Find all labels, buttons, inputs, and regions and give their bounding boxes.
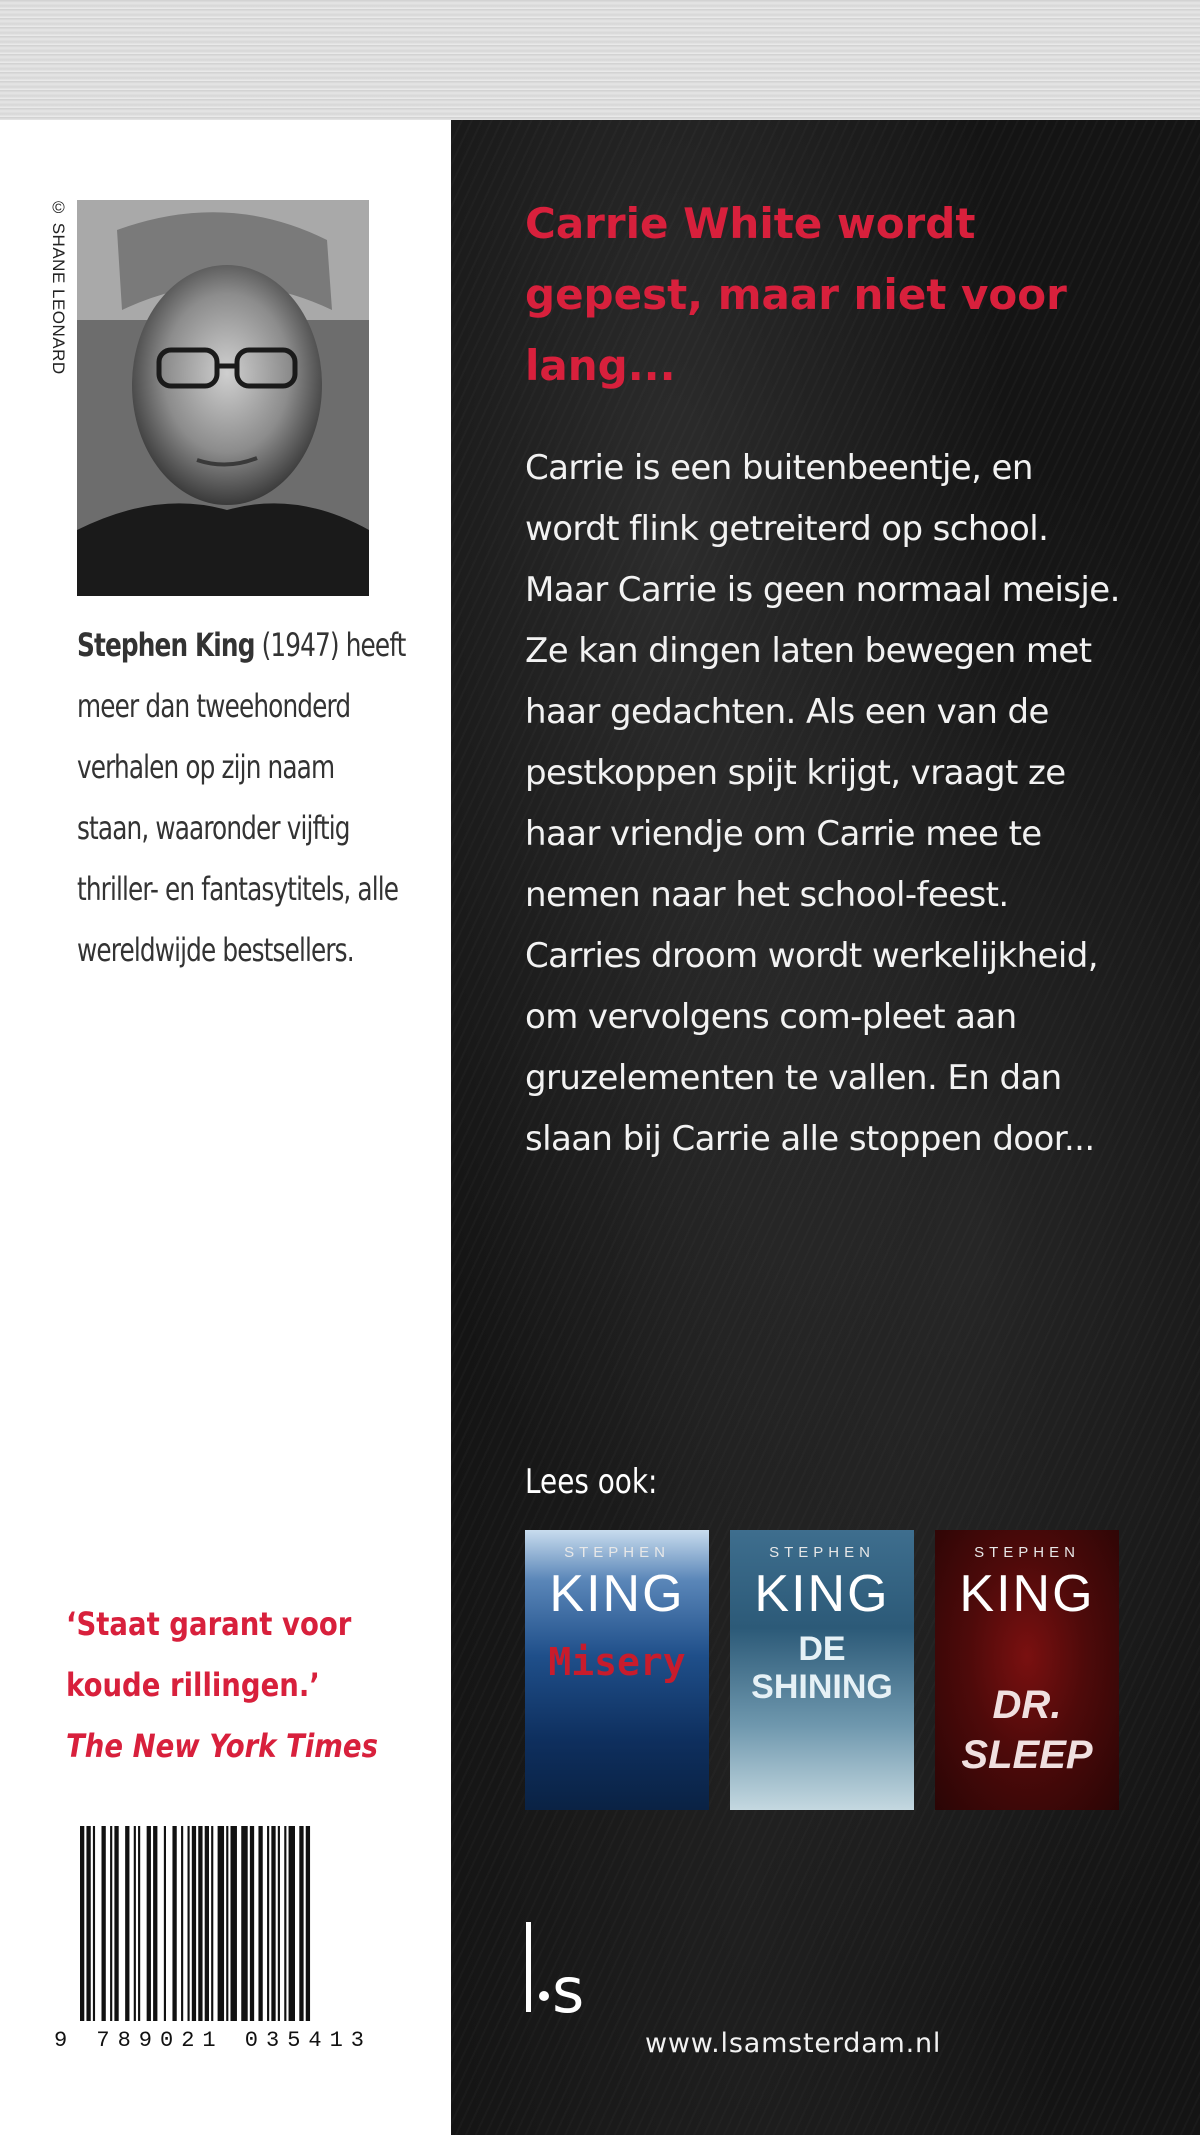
barcode-bar <box>226 1826 228 2021</box>
top-metallic-band <box>0 0 1200 120</box>
barcode-bar <box>258 1826 262 2021</box>
quote-source: The New York Times <box>66 1727 378 1765</box>
barcode-bar <box>198 1826 202 2021</box>
barcode-bar <box>147 1826 151 2021</box>
barcode-bar <box>267 1826 269 2021</box>
back-cover-blurb <box>525 438 1125 1170</box>
barcode-bar <box>278 1826 280 2021</box>
cover-author: STEPHEN <box>769 1544 875 1561</box>
barcode-bar <box>172 1826 176 2021</box>
barcode <box>52 1826 372 2051</box>
barcode-bar <box>271 1826 275 2021</box>
blurb-text: Carrie is een buitenbeentje, en wordt flink getreiterd op school. Maar Carrie is geen normaal meisje. Ze kan dingen laten bewegen met haar gedachten. Als een van de pestkoppen spijt krijgt, vraagt ze haar vriendje om Carrie mee te nemen naar het school-feest. Carries droom wordt werkelijkheid, om vervolgens com-pleet aan gruzelementen te vallen. En dan slaan bij Carrie alle stoppen door... <box>525 448 1120 1159</box>
barcode-bar <box>164 1826 166 2021</box>
cover-surname: KING <box>959 1565 1095 1623</box>
barcode-bar <box>211 1826 213 2021</box>
headline: Carrie White wordt gepest, maar niet voor lang... <box>525 199 1067 390</box>
barcode-bar <box>80 1826 84 2021</box>
barcode-bar <box>205 1826 209 2021</box>
barcode-bar <box>231 1826 237 2021</box>
barcode-bar <box>306 1826 310 2021</box>
cover-surname: KING <box>549 1565 685 1623</box>
svg-text:s: s <box>552 1954 585 2020</box>
barcode-bar <box>192 1826 196 2021</box>
photo-credit: © SHANE LEONARD <box>49 198 68 375</box>
barcode-bar <box>188 1826 190 2021</box>
author-bio-text: heeft meer dan tweehonderd verhalen op zijn naam staan, waaronder vijftig thriller- en fantasytitels, alle wereldwijde bestsellers. <box>77 626 406 969</box>
book-cover-dr-sleep[interactable] <box>935 1530 1119 1810</box>
barcode-bar <box>110 1826 112 2021</box>
cover-surname: KING <box>754 1565 890 1623</box>
barcode-bar <box>241 1826 247 2021</box>
cover-title: DE SHINING <box>751 1630 893 1706</box>
cover-title: Misery <box>548 1640 686 1684</box>
barcode-bar <box>134 1826 136 2021</box>
also-read-covers <box>525 1530 1120 1810</box>
barcode-bar <box>138 1826 140 2021</box>
author-year: (1947) <box>261 626 339 664</box>
barcode-bar <box>153 1826 157 2021</box>
barcode-bar <box>125 1826 129 2021</box>
cover-author: STEPHEN <box>974 1544 1080 1561</box>
author-bio <box>77 615 407 981</box>
quote-text: ‘Staat garant voor koude rillingen.’ <box>66 1605 352 1704</box>
barcode-bar <box>284 1826 286 2021</box>
barcode-bar <box>299 1826 303 2021</box>
book-cover-misery[interactable] <box>525 1530 709 1810</box>
barcode-bar <box>114 1826 118 2021</box>
isbn-number: 9 789021 035413 <box>54 2028 364 2051</box>
author-photo <box>77 200 369 596</box>
also-read-label: Lees ook: <box>525 1462 658 1502</box>
barcode-bar <box>218 1826 224 2021</box>
book-cover-shining[interactable] <box>730 1530 914 1810</box>
author-name: Stephen King <box>77 626 255 664</box>
barcode-bar <box>289 1826 295 2021</box>
barcode-bar <box>250 1826 254 2021</box>
barcode-bar <box>181 1826 183 2021</box>
press-quote <box>66 1594 444 1777</box>
cover-title: DR. SLEEP <box>961 1683 1093 1777</box>
barcode-bar <box>86 1826 90 2021</box>
publisher-website[interactable]: www.lsamsterdam.nl <box>645 2028 942 2059</box>
barcode-bar <box>93 1826 95 2021</box>
barcode-bar <box>102 1826 106 2021</box>
cover-author: STEPHEN <box>564 1544 670 1561</box>
publisher-logo <box>520 1920 630 2020</box>
